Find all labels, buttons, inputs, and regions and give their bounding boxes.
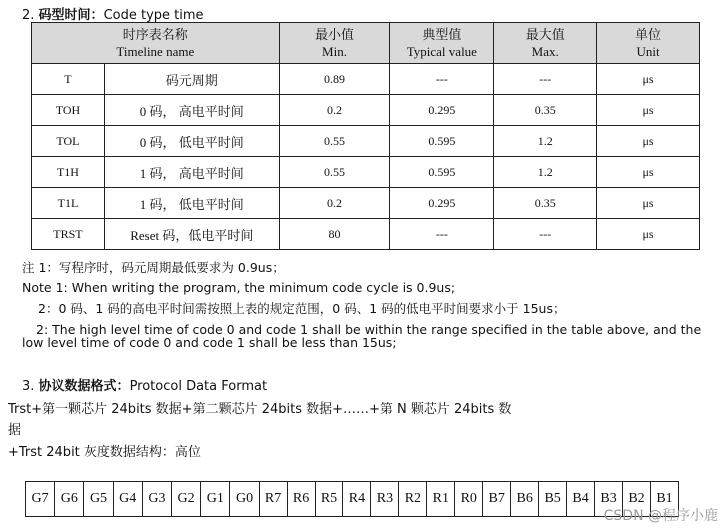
section-3-heading (22, 375, 267, 394)
cell-typical: 0.295 (390, 188, 494, 219)
table-row (32, 64, 700, 95)
cell-symbol: TOL (32, 126, 105, 157)
bit-cell: B5 (539, 482, 567, 517)
table-row (32, 219, 700, 250)
bit-cell: B2 (623, 482, 651, 517)
section-3-number: 3. (22, 379, 35, 394)
note-2-chinese: 2：0 码、1 码的高电平时间需按照上表的规定范围，0 码、1 码的低电平时间要求小于 15us； (38, 301, 566, 316)
cell-typical: --- (390, 64, 494, 95)
table-row (32, 126, 700, 157)
cell-description: 码元周期 (104, 64, 279, 95)
bit-structure-table (25, 481, 679, 517)
data-format-line-1-continued: 据 (8, 423, 22, 438)
cell-typical: --- (390, 219, 494, 250)
header-timeline-name: 时序表名称 Timeline name (32, 23, 280, 64)
cell-symbol: T (32, 64, 105, 95)
section-2-title-en: Code type time (103, 8, 204, 23)
bit-cell: G6 (55, 482, 84, 517)
bit-cell: G2 (172, 482, 201, 517)
cell-max: 0.35 (494, 188, 597, 219)
bit-cell: B1 (650, 482, 678, 517)
note-1-english: Note 1: When writing the program, the minimum code cycle is 0.9us; (22, 280, 456, 295)
bit-cell: B4 (567, 482, 595, 517)
timing-table (31, 22, 700, 250)
table-row (32, 188, 700, 219)
bit-cell: B7 (483, 482, 511, 517)
note-2-english: 2: The high level time of code 0 and code 1 shall be within the range specified in the table above, and the low level time of code 0 and code 1 shall be less than 15us; (22, 322, 702, 350)
bit-structure-row (26, 482, 679, 517)
bit-cell: B6 (511, 482, 539, 517)
cell-symbol: TRST (32, 219, 105, 250)
cell-min: 0.55 (279, 126, 390, 157)
header-min: 最小值 Min. (279, 23, 390, 64)
bit-cell: R0 (455, 482, 483, 517)
bit-cell: R6 (287, 482, 315, 517)
cell-max: --- (494, 64, 597, 95)
data-format-line-1: Trst+第一颗芯片 24bits 数据+第二颗芯片 24bits 数据+……+第 N 颗芯片 24bits 数 (8, 402, 512, 417)
bit-cell: R2 (399, 482, 427, 517)
cell-min: 80 (279, 219, 390, 250)
cell-typical: 0.295 (390, 95, 494, 126)
bit-cell: R1 (427, 482, 455, 517)
cell-min: 0.2 (279, 188, 390, 219)
bit-cell: R4 (343, 482, 371, 517)
cell-description: 1 码， 低电平时间 (104, 188, 279, 219)
bit-cell: R7 (259, 482, 287, 517)
section-2-heading (22, 4, 204, 23)
cell-typical: 0.595 (390, 126, 494, 157)
cell-max: 0.35 (494, 95, 597, 126)
cell-unit: μs (597, 157, 700, 188)
cell-symbol: TOH (32, 95, 105, 126)
table-row (32, 95, 700, 126)
cell-unit: μs (597, 95, 700, 126)
bit-cell: G5 (84, 482, 113, 517)
cell-symbol: T1H (32, 157, 105, 188)
cell-max: 1.2 (494, 126, 597, 157)
cell-max: 1.2 (494, 157, 597, 188)
header-max: 最大值 Max. (494, 23, 597, 64)
cell-unit: μs (597, 219, 700, 250)
bit-cell: G3 (142, 482, 171, 517)
cell-description: 0 码， 低电平时间 (104, 126, 279, 157)
cell-min: 0.55 (279, 157, 390, 188)
data-format-line-2: +Trst 24bit 灰度数据结构：高位 (8, 445, 201, 460)
bit-cell: G7 (26, 482, 55, 517)
watermark: CSDN @程序小鹿 (603, 508, 718, 524)
note-1-chinese: 注 1：写程序时，码元周期最低要求为 0.9us； (22, 260, 285, 275)
section-3-title-cn: 协议数据格式： (38, 379, 130, 394)
bit-cell: R3 (371, 482, 399, 517)
bit-cell: B3 (595, 482, 623, 517)
bit-cell: G4 (113, 482, 142, 517)
cell-typical: 0.595 (390, 157, 494, 188)
timing-table-header-row (32, 23, 700, 64)
cell-max: --- (494, 219, 597, 250)
cell-unit: μs (597, 188, 700, 219)
bit-cell: G1 (201, 482, 230, 517)
section-2-title-cn: 码型时间： (38, 8, 104, 23)
cell-min: 0.2 (279, 95, 390, 126)
section-3-title-en: Protocol Data Format (129, 379, 268, 394)
cell-unit: μs (597, 64, 700, 95)
section-2-number: 2. (22, 8, 35, 23)
cell-description: Reset 码，低电平时间 (104, 219, 279, 250)
bit-cell: G0 (230, 482, 259, 517)
header-unit: 单位 Unit (597, 23, 700, 64)
cell-unit: μs (597, 126, 700, 157)
cell-min: 0.89 (279, 64, 390, 95)
cell-description: 1 码， 高电平时间 (104, 157, 279, 188)
cell-symbol: T1L (32, 188, 105, 219)
cell-description: 0 码， 高电平时间 (104, 95, 279, 126)
header-typical: 典型值 Typical value (390, 23, 494, 64)
table-row (32, 157, 700, 188)
bit-cell: R5 (315, 482, 343, 517)
